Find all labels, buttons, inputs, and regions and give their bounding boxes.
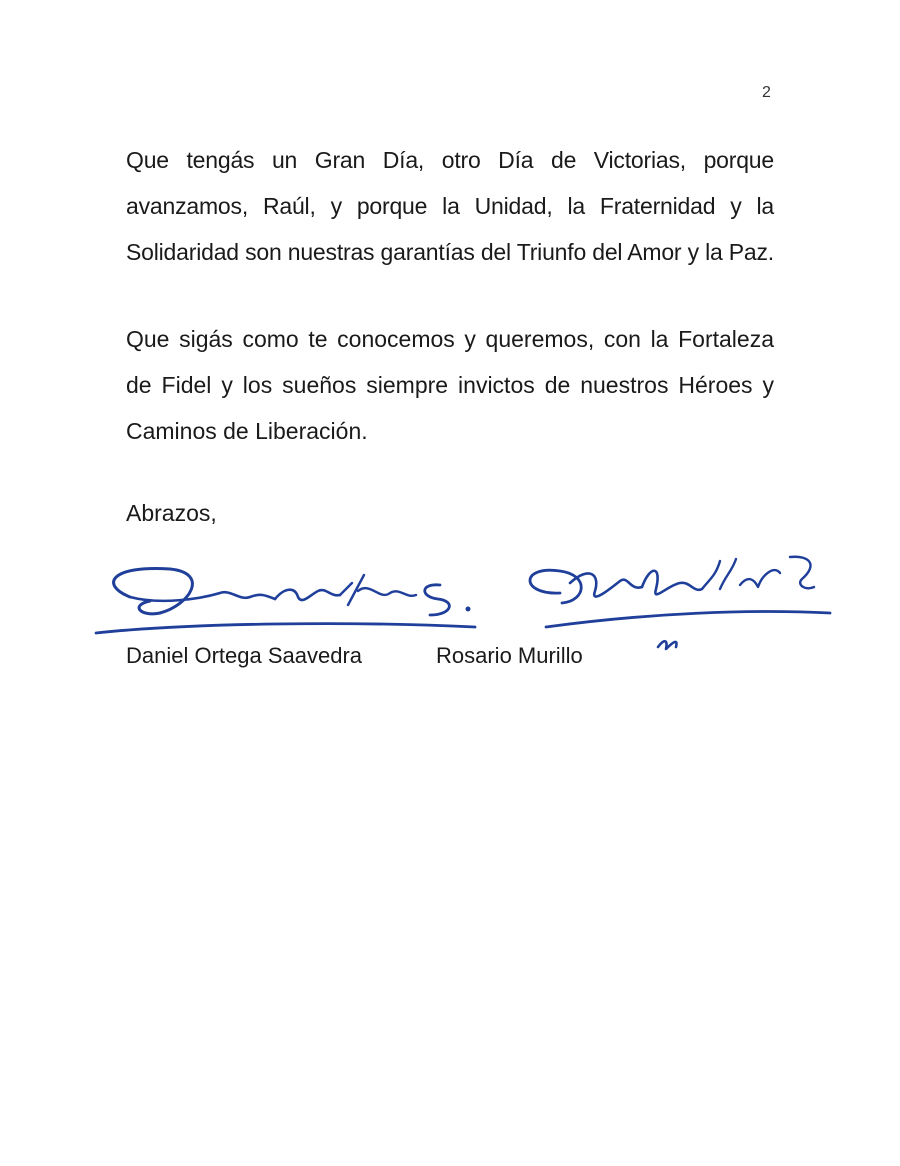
letter-closing: Abrazos,: [126, 500, 217, 526]
letter-paragraph-2: Que sigás como te conocemos y queremos, con la Fortaleza de Fidel y los sueños siempre invictos de nuestros Héroes y Caminos de Liberación.: [126, 326, 774, 444]
signature-daniel-ortega: [96, 568, 475, 633]
signature-rosario-murillo: [530, 557, 830, 649]
page-number: 2: [762, 84, 771, 101]
letter-paragraph-1: Que tengás un Gran Día, otro Día de Victorias, porque avanzamos, Raúl, y porque la Unidad, la Fraternidad y la Solidaridad son nuestras garantías del Triunfo del Amor y la Paz.: [126, 147, 774, 265]
signer-name-rosario-murillo: Rosario Murillo: [436, 643, 583, 668]
signer-name-daniel-ortega: Daniel Ortega Saavedra: [126, 643, 363, 668]
